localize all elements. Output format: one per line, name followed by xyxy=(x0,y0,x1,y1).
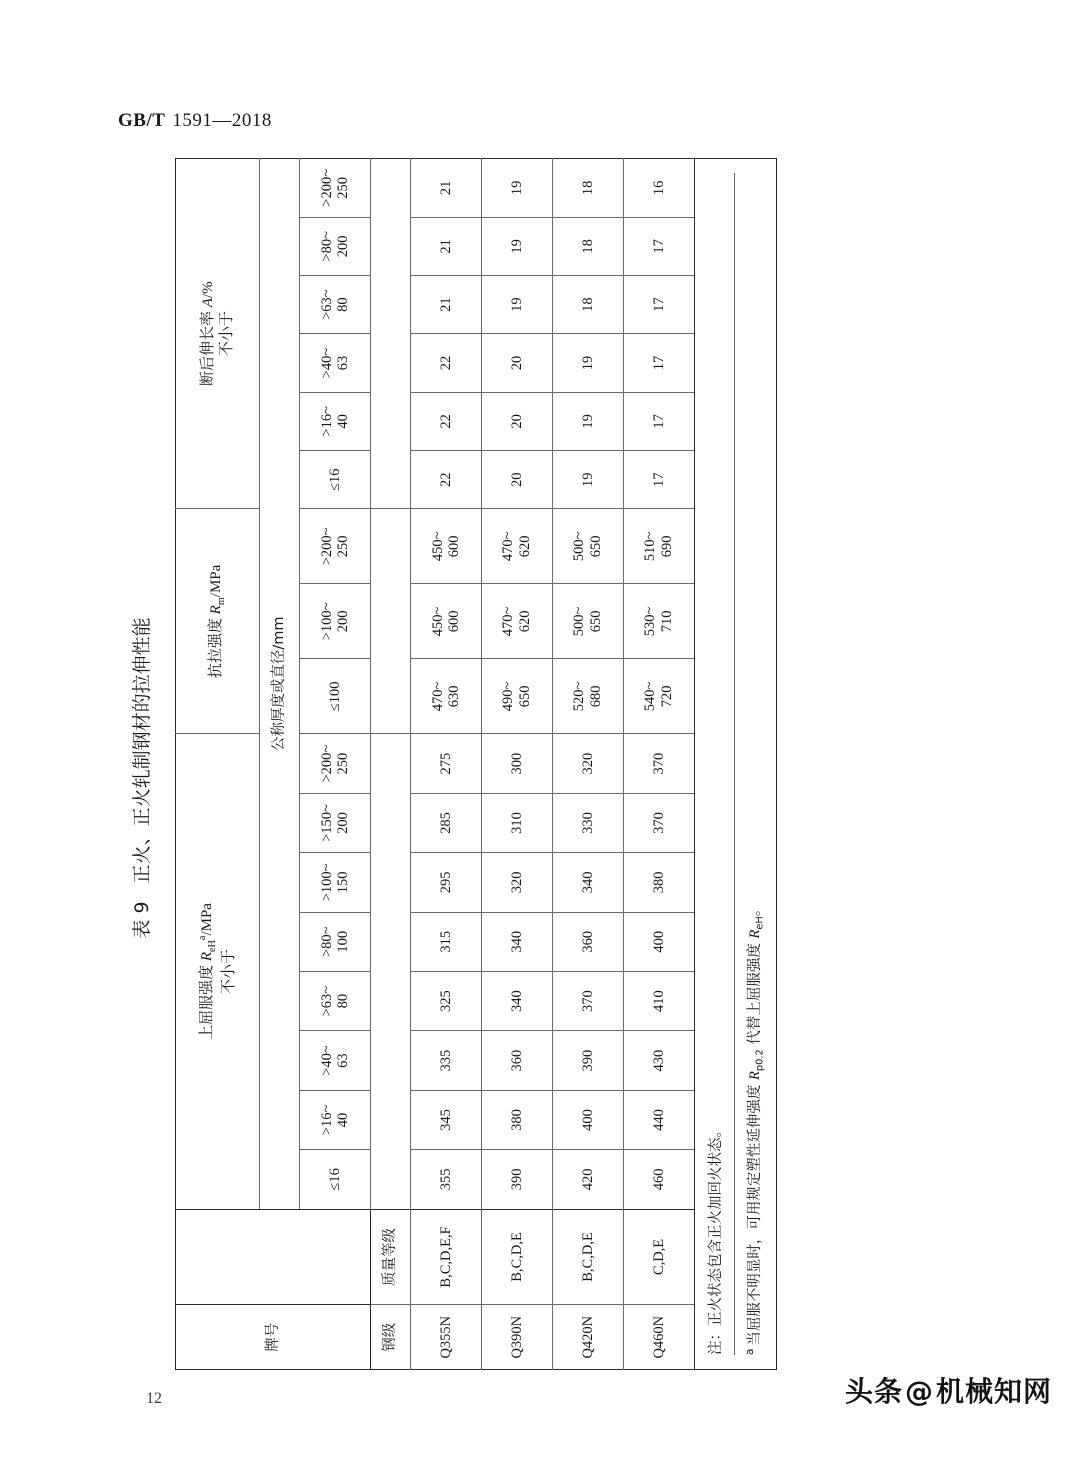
range-top: >200~ xyxy=(318,168,335,207)
tensile-low: 490~ xyxy=(500,681,517,712)
yield-strength-symbol-sub: eH xyxy=(207,940,219,952)
footnote-symbol-reh-sub: eH xyxy=(755,916,767,930)
watermark xyxy=(845,1370,1052,1410)
tensile-value-cell xyxy=(411,584,482,659)
running-head xyxy=(118,110,272,132)
tensile-high: 650 xyxy=(588,535,605,558)
range-bot: 200 xyxy=(335,235,352,258)
elongation-range-cell xyxy=(300,392,371,450)
designation-subheader-cell xyxy=(176,1209,371,1305)
elongation-range-cell xyxy=(300,334,371,392)
header-row-grade-labels xyxy=(371,159,411,1370)
range-bot: 63 xyxy=(335,1053,352,1068)
tensile-low: 450~ xyxy=(429,531,446,562)
range-top: ≤16 xyxy=(326,1168,343,1191)
elongation-value-cell: 22 xyxy=(411,392,482,450)
steel-grade-cell: Q420N xyxy=(553,1305,624,1370)
elongation-value-cell: 17 xyxy=(624,275,695,333)
tensile-value-cell xyxy=(411,659,482,734)
tensile-low: 520~ xyxy=(571,681,588,712)
tensile-value-cell xyxy=(482,659,553,734)
table-caption-title: 正火、正火轧制钢材的拉伸性能 xyxy=(130,617,153,884)
tensile-high: 620 xyxy=(517,610,534,633)
footnote-mid-text: 代替上屈服强度 xyxy=(747,938,764,1050)
elongation-range-cell xyxy=(300,159,371,218)
yield-strength-qualifier: 不小于 xyxy=(219,948,238,994)
yield-value-cell: 370 xyxy=(624,793,695,852)
range-top: >40~ xyxy=(318,347,335,379)
tensile-low: 470~ xyxy=(500,606,517,637)
elongation-value-cell: 19 xyxy=(482,275,553,333)
range-top: >16~ xyxy=(318,406,335,437)
yield-range-cell xyxy=(300,1150,371,1209)
elongation-value-cell: 21 xyxy=(411,217,482,275)
elongation-value-cell: 21 xyxy=(411,159,482,218)
tensile-value-cell xyxy=(553,659,624,734)
yield-value-cell: 340 xyxy=(482,971,553,1030)
range-top: >200~ xyxy=(318,527,335,566)
elongation-range-cell xyxy=(300,217,371,275)
elongation-value-cell: 18 xyxy=(553,275,624,333)
range-top: ≤100 xyxy=(326,681,343,712)
dimension-header-cell xyxy=(260,159,300,1210)
range-bot: 100 xyxy=(335,930,352,953)
yield-range-cell xyxy=(300,1090,371,1149)
yield-value-cell: 380 xyxy=(482,1090,553,1149)
tensile-properties-table xyxy=(175,158,695,1370)
yield-value-cell: 315 xyxy=(411,912,482,971)
yield-value-cell: 370 xyxy=(624,734,695,793)
elongation-spacer-cell xyxy=(371,159,411,509)
yield-value-cell: 355 xyxy=(411,1150,482,1209)
yield-value-cell: 320 xyxy=(482,853,553,912)
yield-value-cell: 275 xyxy=(411,734,482,793)
range-top: >63~ xyxy=(318,985,335,1017)
range-top: >200~ xyxy=(318,744,335,783)
range-bot: 200 xyxy=(335,812,352,834)
elongation-value-cell: 22 xyxy=(411,334,482,392)
elongation-unit: /% xyxy=(200,281,217,299)
table-row xyxy=(553,159,624,1370)
footnote-symbol-rp02-sub: p0.2 xyxy=(755,1049,767,1072)
tensile-value-cell xyxy=(553,584,624,659)
yield-value-cell: 440 xyxy=(624,1090,695,1149)
footnote-symbol-reh: R xyxy=(747,929,764,939)
elongation-value-cell: 20 xyxy=(482,451,553,509)
elongation-value-cell: 17 xyxy=(624,334,695,392)
watermark-account: 机械知网 xyxy=(936,1375,1053,1408)
yield-value-cell: 300 xyxy=(482,734,553,793)
range-bot: 250 xyxy=(335,752,352,775)
elongation-value-cell: 17 xyxy=(624,392,695,450)
quality-grade-header-cell xyxy=(371,1209,411,1305)
tensile-strength-symbol: R xyxy=(208,605,225,615)
yield-value-cell: 295 xyxy=(411,853,482,912)
tensile-high: 710 xyxy=(659,610,676,633)
range-top: >80~ xyxy=(318,926,335,958)
range-top: >80~ xyxy=(318,231,335,262)
table-row xyxy=(482,159,553,1370)
tensile-high: 720 xyxy=(659,685,676,708)
tensile-low: 530~ xyxy=(642,606,659,637)
range-top: >63~ xyxy=(318,289,335,320)
yield-range-cell xyxy=(300,853,371,912)
tensile-low: 500~ xyxy=(571,531,588,562)
yield-spacer-cell xyxy=(371,734,411,1209)
table-caption-label: 表 9 xyxy=(130,901,153,939)
range-top: >16~ xyxy=(318,1104,335,1136)
range-top: >100~ xyxy=(318,863,335,902)
elongation-value-cell: 20 xyxy=(482,392,553,450)
steel-grade-cell: Q355N xyxy=(411,1305,482,1370)
tensile-low: 540~ xyxy=(642,681,659,712)
yield-value-cell: 370 xyxy=(553,971,624,1030)
tensile-value-cell xyxy=(482,584,553,659)
tensile-low: 470~ xyxy=(500,531,517,562)
quality-grades-cell: C,D,E xyxy=(624,1209,695,1305)
watermark-brand: 头条 xyxy=(845,1375,904,1408)
tensile-high: 650 xyxy=(588,610,605,633)
yield-range-cell xyxy=(300,971,371,1030)
yield-value-cell: 345 xyxy=(411,1090,482,1149)
range-bot: 63 xyxy=(335,355,352,371)
table-notes xyxy=(695,158,777,1370)
steel-grade-header-label: 钢级 xyxy=(382,1322,399,1352)
tensile-value-cell xyxy=(624,659,695,734)
elongation-value-cell: 22 xyxy=(411,451,482,509)
tensile-strength-section-header xyxy=(176,509,260,734)
yield-value-cell: 325 xyxy=(411,971,482,1030)
yield-value-cell: 310 xyxy=(482,793,553,852)
tensile-high: 620 xyxy=(517,535,534,558)
steel-grade-cell: Q390N xyxy=(482,1305,553,1370)
elongation-value-cell: 18 xyxy=(553,159,624,218)
range-bot: 250 xyxy=(335,176,352,199)
range-top: >40~ xyxy=(318,1045,335,1076)
elongation-range-cell xyxy=(300,451,371,509)
standard-number: 1591—2018 xyxy=(172,110,272,131)
yield-value-cell: 430 xyxy=(624,1031,695,1090)
footnote-symbol-rp02: R xyxy=(747,1071,764,1080)
quality-grade-header-label: 质量等级 xyxy=(382,1227,399,1286)
steel-grade-header-cell xyxy=(371,1305,411,1370)
elongation-value-cell: 19 xyxy=(482,217,553,275)
footnote-a xyxy=(742,173,768,1355)
yield-value-cell: 460 xyxy=(624,1150,695,1209)
yield-value-cell: 340 xyxy=(553,853,624,912)
yield-value-cell: 410 xyxy=(624,971,695,1030)
elongation-value-cell: 19 xyxy=(553,451,624,509)
yield-value-cell: 330 xyxy=(553,793,624,852)
tensile-value-cell xyxy=(624,509,695,584)
page-number: 12 xyxy=(146,1390,162,1407)
elongation-value-cell: 19 xyxy=(553,334,624,392)
yield-value-cell: 380 xyxy=(624,853,695,912)
yield-value-cell: 420 xyxy=(553,1150,624,1209)
tensile-low: 450~ xyxy=(429,606,446,637)
tensile-value-cell xyxy=(411,509,482,584)
tensile-range-cell xyxy=(300,584,371,659)
yield-value-cell: 360 xyxy=(482,1031,553,1090)
general-note: 注：正火状态包含正火加回火状态。 xyxy=(708,1123,724,1355)
yield-range-cell xyxy=(300,912,371,971)
table-caption-stage xyxy=(120,578,160,978)
elongation-value-cell: 19 xyxy=(553,392,624,450)
elongation-value-cell: 16 xyxy=(624,159,695,218)
range-top: ≤16 xyxy=(326,468,343,491)
range-bot: 250 xyxy=(335,535,352,558)
quality-grades-cell: B,C,D,E xyxy=(482,1209,553,1305)
tensile-low: 470~ xyxy=(429,681,446,712)
designation-header-cell xyxy=(176,1305,371,1370)
table-row xyxy=(411,159,482,1370)
elongation-value-cell: 19 xyxy=(482,159,553,218)
range-top: >150~ xyxy=(318,804,335,842)
yield-strength-footnote-mark: a xyxy=(197,935,209,941)
footnote-lead-text: 当屈服不明显时，可用规定塑性延伸强度 xyxy=(747,1079,764,1346)
footnote-marker: a xyxy=(744,1348,757,1355)
tensile-value-cell xyxy=(553,509,624,584)
elongation-value-cell: 17 xyxy=(624,451,695,509)
yield-strength-symbol: R xyxy=(199,951,216,962)
elongation-value-cell: 17 xyxy=(624,217,695,275)
tensile-strength-title: 抗拉强度 xyxy=(206,618,225,679)
yield-range-cell xyxy=(300,793,371,852)
table-row xyxy=(624,159,695,1370)
quality-grades-cell: B,C,D,E,F xyxy=(411,1209,482,1305)
yield-value-cell: 285 xyxy=(411,793,482,852)
tensile-high: 650 xyxy=(517,685,534,708)
table-block xyxy=(175,158,767,1370)
elongation-section-header xyxy=(176,159,260,509)
elongation-range-cell xyxy=(300,275,371,333)
elongation-title: 断后伸长率 xyxy=(198,310,217,386)
tensile-strength-symbol-sub: m xyxy=(216,597,228,606)
yield-value-cell: 390 xyxy=(482,1150,553,1209)
yield-range-cell xyxy=(300,1031,371,1090)
tensile-high: 600 xyxy=(446,610,463,633)
tensile-high: 600 xyxy=(446,535,463,558)
elongation-value-cell: 21 xyxy=(411,275,482,333)
yield-strength-unit: /MPa xyxy=(199,903,216,936)
tensile-range-cell xyxy=(300,659,371,734)
yield-strength-title: 上屈服强度 xyxy=(197,964,216,1040)
footnote-tail-text: 。 xyxy=(747,901,764,917)
range-bot: 80 xyxy=(335,993,352,1009)
tensile-spacer-cell xyxy=(371,509,411,734)
yield-value-cell: 335 xyxy=(411,1031,482,1090)
header-row-ranges xyxy=(300,159,371,1370)
tensile-low: 500~ xyxy=(571,606,588,637)
tensile-low: 510~ xyxy=(642,531,659,562)
elongation-value-cell: 20 xyxy=(482,334,553,392)
notes-divider xyxy=(734,173,735,1355)
yield-value-cell: 400 xyxy=(553,1090,624,1149)
elongation-symbol: A xyxy=(200,298,217,308)
header-row-section-titles xyxy=(176,159,260,1370)
table-rotation-stage xyxy=(175,158,767,1370)
range-bot: 80 xyxy=(335,297,352,312)
steel-grade-cell: Q460N xyxy=(624,1305,695,1370)
yield-value-cell: 340 xyxy=(482,912,553,971)
tensile-high: 630 xyxy=(446,685,463,708)
tensile-high: 680 xyxy=(588,685,605,708)
designation-header-label: 牌号 xyxy=(264,1322,281,1352)
elongation-value-cell: 18 xyxy=(553,217,624,275)
tensile-strength-unit: /MPa xyxy=(208,564,225,598)
tensile-range-cell xyxy=(300,509,371,584)
range-bot: 200 xyxy=(335,610,352,633)
yield-range-cell xyxy=(300,734,371,793)
tensile-value-cell xyxy=(624,584,695,659)
tensile-high: 690 xyxy=(659,535,676,558)
quality-grades-cell: B,C,D,E xyxy=(553,1209,624,1305)
standard-code: GB/T xyxy=(118,110,166,131)
yield-value-cell: 360 xyxy=(553,912,624,971)
dimension-header-label: 公称厚度或直径/mm xyxy=(271,616,288,752)
table-caption xyxy=(120,578,160,978)
range-bot: 40 xyxy=(335,414,352,429)
yield-value-cell: 390 xyxy=(553,1031,624,1090)
watermark-at-symbol: @ xyxy=(905,1375,935,1408)
yield-value-cell: 400 xyxy=(624,912,695,971)
elongation-qualifier: 不小于 xyxy=(217,311,236,357)
range-top: >100~ xyxy=(318,602,335,641)
yield-strength-section-header xyxy=(176,734,260,1209)
range-bot: 40 xyxy=(335,1112,352,1128)
yield-value-cell: 320 xyxy=(553,734,624,793)
tensile-value-cell xyxy=(482,509,553,584)
header-row-dimension xyxy=(260,159,300,1370)
range-bot: 150 xyxy=(335,871,352,894)
